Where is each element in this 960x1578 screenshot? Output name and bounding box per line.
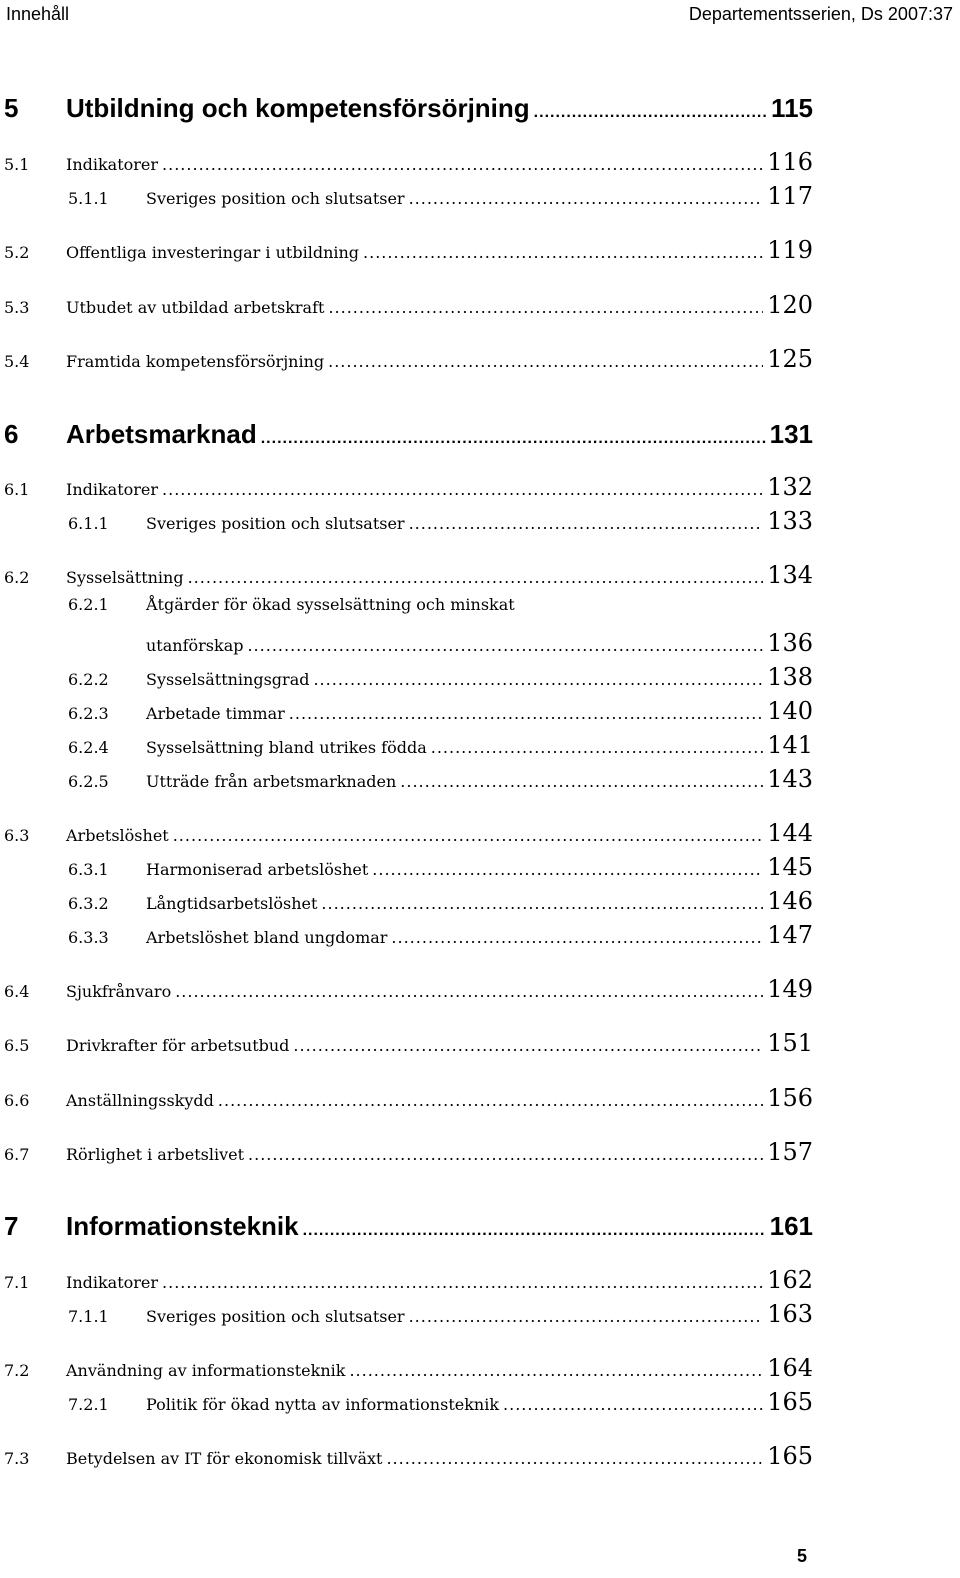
toc-chapter[interactable] — [0, 93, 813, 127]
toc-entry-page: 149 — [767, 975, 813, 1003]
dot-leader — [328, 352, 763, 371]
toc-entry-number: 6.1 — [4, 480, 30, 499]
toc-entry-title: Rörlighet i arbetslivet — [66, 1145, 245, 1164]
toc-entry-page: 146 — [767, 887, 813, 915]
toc-entry-number: 6 — [4, 419, 19, 449]
toc-entry[interactable] — [0, 148, 813, 182]
toc-entry-number: 6.7 — [4, 1145, 30, 1164]
page-number: 5 — [797, 1546, 808, 1566]
dot-leader — [349, 1361, 763, 1380]
header-section-title: Innehåll — [6, 4, 70, 24]
dot-leader — [162, 155, 763, 174]
toc-entry-number: 5.3 — [4, 298, 30, 317]
toc-entry-number: 7 — [4, 1211, 19, 1241]
toc-entry-page: 165 — [767, 1388, 813, 1416]
toc-entry-number: 6.5 — [4, 1036, 30, 1055]
toc-entry[interactable] — [0, 1266, 813, 1300]
toc-entry-title: Arbetslöshet bland ungdomar — [146, 928, 388, 947]
toc-entry-title: Åtgärder för ökad sysselsättning och minskat — [146, 595, 515, 614]
toc-entry-title: Indikatorer — [66, 480, 159, 499]
toc-entry[interactable] — [0, 236, 813, 270]
toc-entry-page: 116 — [767, 148, 813, 176]
toc-entry-number: 5.2 — [4, 243, 30, 262]
toc-entry[interactable] — [0, 819, 813, 853]
toc-entry-page: 144 — [767, 819, 813, 847]
toc-entry-number: 6.2.2 — [68, 670, 109, 689]
toc-entry-page: 131 — [769, 419, 813, 449]
toc-entry-title: Politik för ökad nytta av informationsteknik — [146, 1395, 500, 1414]
dot-leader — [503, 1395, 763, 1414]
toc-entry-number: 7.1.1 — [68, 1307, 109, 1326]
toc-entry-number: 7.3 — [4, 1449, 30, 1468]
dot-leader — [313, 670, 763, 689]
dot-leader — [409, 189, 764, 208]
toc-entry[interactable] — [0, 595, 813, 629]
toc-entry[interactable] — [0, 765, 813, 799]
toc-entry-title: Utbildning och kompetensförsörjning — [66, 93, 530, 123]
dot-leader — [289, 704, 763, 723]
toc-entry-title: Offentliga investeringar i utbildning — [66, 243, 360, 262]
toc-entry-title: Användning av informationsteknik — [66, 1361, 346, 1380]
toc-entry-number: 6.3.2 — [68, 894, 109, 913]
dot-leader — [409, 514, 764, 533]
toc-entry-page: 143 — [767, 765, 813, 793]
toc-entry-title: Sveriges position och slutsatser — [146, 189, 405, 208]
toc-entry-page: 157 — [767, 1138, 813, 1166]
toc-entry-number: 6.3 — [4, 826, 30, 845]
toc-entry-number: 6.1.1 — [68, 514, 109, 533]
toc-entry-title: Sysselsättning bland utrikes födda — [146, 738, 427, 757]
toc-entry-title-continued: utanförskap — [146, 636, 244, 655]
toc-entry-page: 117 — [767, 182, 813, 210]
dot-leader — [534, 104, 767, 122]
toc-entry[interactable] — [0, 291, 813, 325]
toc-entry-title: Sysselsättningsgrad — [146, 670, 310, 689]
toc-entry-page: 119 — [767, 236, 813, 264]
toc-entry[interactable] — [0, 1354, 813, 1388]
toc-entry-number: 6.2.1 — [68, 595, 109, 614]
toc-entry-page: 125 — [767, 345, 813, 373]
dot-leader — [162, 1273, 763, 1292]
toc-entry-page: 147 — [767, 921, 813, 949]
running-header — [0, 0, 960, 32]
dot-leader — [162, 480, 763, 499]
toc-entry-title: Arbetsmarknad — [66, 419, 257, 449]
toc-entry-page: 140 — [767, 697, 813, 725]
dot-leader — [175, 982, 763, 1001]
toc-entry-number: 7.1 — [4, 1273, 30, 1292]
toc-entry-title: Sveriges position och slutsatser — [146, 514, 405, 533]
toc-entry[interactable] — [0, 975, 813, 1009]
toc-entry-page: 156 — [767, 1084, 813, 1112]
dot-leader — [188, 568, 764, 587]
toc-entry[interactable] — [0, 1029, 813, 1063]
toc-entry[interactable] — [0, 345, 813, 379]
toc-entry-number: 6.2 — [4, 568, 30, 587]
toc-entry-number: 6.2.3 — [68, 704, 109, 723]
toc-entry-title: Sjukfrånvaro — [66, 982, 172, 1001]
toc-entry-page: 164 — [767, 1354, 813, 1382]
toc-entry-page: 151 — [767, 1029, 813, 1057]
toc-entry[interactable] — [0, 507, 813, 541]
toc-entry[interactable] — [0, 1442, 813, 1476]
dot-leader — [391, 928, 763, 947]
toc-entry-page: 145 — [767, 853, 813, 881]
toc-entry-number: 6.2.5 — [68, 772, 109, 791]
toc-entry-page: 115 — [771, 93, 813, 123]
toc-entry[interactable] — [0, 1084, 813, 1118]
dot-leader — [248, 1145, 763, 1164]
toc-chapter[interactable] — [0, 1211, 813, 1245]
toc-entry-title: Anställningsskydd — [66, 1091, 214, 1110]
dot-leader — [328, 298, 763, 317]
toc-entry-page: 134 — [767, 561, 813, 589]
toc-entry-number: 6.3.1 — [68, 860, 109, 879]
toc-entry-number: 7.2 — [4, 1361, 30, 1380]
dot-leader — [303, 1222, 766, 1240]
toc-entry[interactable] — [0, 887, 813, 921]
toc-entry-page: 132 — [767, 473, 813, 501]
toc-entry-title: Sveriges position och slutsatser — [146, 1307, 405, 1326]
toc-entry-title: Utbudet av utbildad arbetskraft — [66, 298, 325, 317]
dot-leader — [386, 1449, 763, 1468]
dot-leader — [400, 772, 763, 791]
dot-leader — [363, 243, 763, 262]
toc-entry[interactable] — [0, 697, 813, 731]
toc-chapter[interactable] — [0, 419, 813, 453]
toc-entry[interactable] — [0, 1300, 813, 1334]
toc-entry-page: 138 — [767, 663, 813, 691]
toc-entry-title: Långtidsarbetslöshet — [146, 894, 318, 913]
toc-entry[interactable] — [0, 1388, 813, 1422]
toc-entry[interactable] — [0, 663, 813, 697]
toc-entry-page: 141 — [767, 731, 813, 759]
toc-entry-title: Indikatorer — [66, 155, 159, 174]
toc-entry-number: 5.1 — [4, 155, 30, 174]
toc-entry-page: 133 — [767, 507, 813, 535]
toc-entry-page: 161 — [769, 1211, 813, 1241]
dot-leader — [431, 738, 763, 757]
dot-leader — [218, 1091, 763, 1110]
toc-entry-number: 7.2.1 — [68, 1395, 109, 1414]
dot-leader — [247, 636, 763, 655]
toc-entry-title: Utträde från arbetsmarknaden — [146, 772, 397, 791]
toc-entry-number: 6.3.3 — [68, 928, 109, 947]
toc-entry[interactable] — [0, 921, 813, 955]
toc-entry-title: Arbetslöshet — [66, 826, 169, 845]
toc-entry-title: Arbetade timmar — [146, 704, 285, 723]
dot-leader — [261, 430, 766, 448]
toc-entry-number: 5 — [4, 93, 19, 123]
toc-entry-page: 136 — [767, 629, 813, 657]
toc-entry-page: 120 — [767, 291, 813, 319]
toc-entry-number: 5.4 — [4, 352, 30, 371]
dot-leader — [173, 826, 763, 845]
toc-entry[interactable] — [0, 561, 813, 595]
dot-leader — [409, 1307, 764, 1326]
toc-entry-page: 162 — [767, 1266, 813, 1294]
toc-entry-number: 5.1.1 — [68, 189, 109, 208]
toc-entry-title: Harmoniserad arbetslöshet — [146, 860, 369, 879]
toc-entry-title: Indikatorer — [66, 1273, 159, 1292]
header-publication: Departementsserien, Ds 2007:37 — [688, 4, 953, 24]
toc-entry[interactable] — [0, 182, 813, 216]
toc-entry-title: Framtida kompetensförsörjning — [66, 352, 325, 371]
toc-entry-title: Betydelsen av IT för ekonomisk tillväxt — [66, 1449, 383, 1468]
toc-entry-title: Informationsteknik — [66, 1211, 299, 1241]
dot-leader — [321, 894, 763, 913]
toc-entry-continuation[interactable] — [0, 629, 813, 663]
toc-entry-number: 6.2.4 — [68, 738, 109, 757]
dot-leader — [372, 860, 763, 879]
toc-entry[interactable] — [0, 853, 813, 887]
toc-entry-page: 163 — [767, 1300, 813, 1328]
toc-entry-number: 6.4 — [4, 982, 30, 1001]
toc-entry[interactable] — [0, 731, 813, 765]
toc-entry[interactable] — [0, 473, 813, 507]
toc-entry-title: Drivkrafter för arbetsutbud — [66, 1036, 290, 1055]
toc-entry-title: Sysselsättning — [66, 568, 184, 587]
dot-leader — [293, 1036, 763, 1055]
toc-entry-number: 6.6 — [4, 1091, 30, 1110]
toc-entry[interactable] — [0, 1138, 813, 1172]
toc-entry-page: 165 — [767, 1442, 813, 1470]
